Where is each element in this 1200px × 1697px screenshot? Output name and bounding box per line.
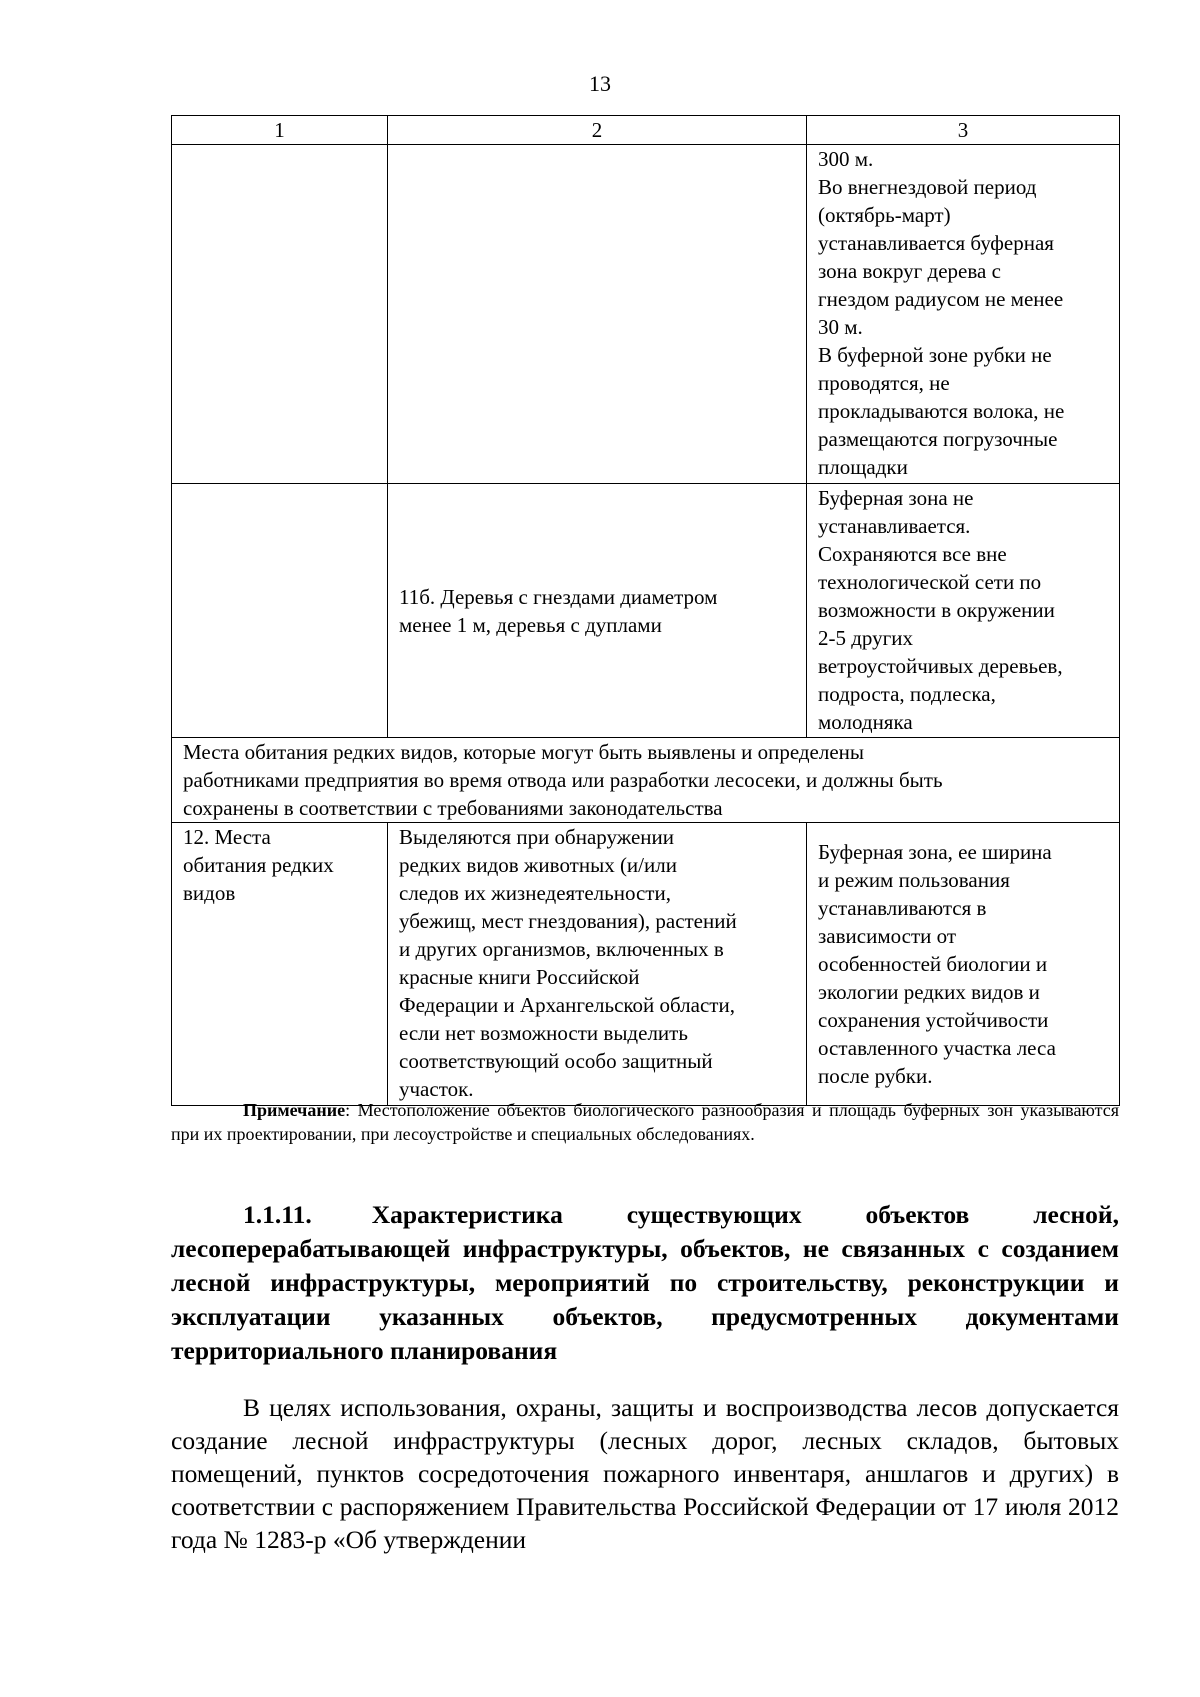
cell-text-line: и других организмов, включенных в [399,937,724,961]
cell-text-line: после рубки. [818,1064,933,1088]
cell-text-line: В буферной зоне рубки не [818,343,1052,367]
cell-text-line: технологической сети по [818,570,1042,594]
cell-text-line: Во внегнездовой период [818,175,1037,199]
row4-col1-cell [172,823,388,1106]
column-header-3: 3 [807,116,1120,145]
cell-text-line: ветроустойчивых деревьев, [818,654,1063,678]
cell-text-line: гнездом радиусом не менее [818,287,1064,311]
cell-text-line: 11б. Деревья с гнездами диаметром [399,584,718,609]
cell-text-line: Места обитания редких видов, которые могут быть выявлены и определены [183,740,865,764]
cell-text-line: работниками предприятия во время отвода или разработки лесосеки, и должны быть [183,768,943,792]
cell-text-line: менее 1 м, деревья с дуплами [399,612,662,637]
table-row [172,484,1120,738]
row1-col3-cell [807,145,1120,484]
cell-text-line: размещаются погрузочные [818,427,1058,451]
cell-text-line: и режим пользования [818,868,1010,892]
cell-text-line: зона вокруг дерева с [818,259,1001,283]
cell-text-line: Буферная зона, ее ширина [818,840,1052,864]
cell-text-line: устанавливается буферная [818,231,1054,255]
section-heading [171,1198,1119,1368]
cell-text-line: устанавливаются в [818,896,987,920]
cell-text-line: экологии редких видов и [818,980,1040,1004]
cell-text-line: видов [183,881,236,905]
biodiversity-table [171,115,1120,1106]
cell-text-line: оставленного участка леса [818,1036,1056,1060]
cell-text-line: 2-5 других [818,626,914,650]
table-note [171,1098,1119,1146]
cell-text-line: Федерации и Архангельской области, [399,993,735,1017]
cell-text-line: если нет возможности выделить [399,1021,688,1045]
cell-text-line: проводятся, не [818,371,950,395]
body-paragraph [171,1391,1119,1556]
page-number: 13 [589,71,611,96]
section-header-row [172,738,1120,823]
rare-species-section-cell [172,738,1120,823]
cell-text-line: Выделяются при обнаружении [399,825,675,849]
cell-text-line: 30 м. [818,315,863,339]
cell-text-line: площадки [818,455,908,479]
section-number: 1.1.11. [243,1200,312,1229]
cell-text-line: сохранены в соответствии с требованиями законодательства [183,796,723,820]
row2-col1-cell [172,484,388,738]
cell-text-line: редких видов животных (и/или [399,853,677,877]
row1-col2-cell [388,145,807,484]
paragraph-text: В целях использования, охраны, защиты и воспроизводства лесов допускается создание лесной инфраструктуры (лесных дорог, лесных складов, бытовых помещений, пунктов сосредоточения пожарного инвентаря, аншлагов и других) в соответствии с распоряжением Правительства Российской Федерации от 17 июля 2012 года № 1283-р «Об утверждении [171,1393,1119,1554]
column-header-2: 2 [388,116,807,145]
cell-text-line: прокладываются волока, не [818,399,1065,423]
cell-text-line: зависимости от [818,924,957,948]
row2-col2-cell [388,484,807,738]
cell-text-line: обитания редких [183,853,334,877]
row1-col1-cell [172,145,388,484]
table-row [172,145,1120,484]
row4-col3-cell [807,823,1120,1106]
cell-text-line: следов их жизнедеятельности, [399,881,671,905]
cell-text-line: Буферная зона не [818,486,974,510]
column-header-1: 1 [172,116,388,145]
cell-text-line: убежищ, мест гнездования), растений [399,909,737,933]
table-row [172,823,1120,1106]
row2-col3-cell [807,484,1120,738]
row4-col2-cell [388,823,807,1106]
cell-text-line: 300 м. [818,147,874,171]
cell-text-line: сохранения устойчивости [818,1008,1049,1032]
cell-text-line: соответствующий особо защитный [399,1049,713,1073]
cell-text-line: устанавливается. [818,514,971,538]
cell-text-line: Сохраняются все вне [818,542,1007,566]
cell-text-line: (октябрь-март) [818,203,951,227]
note-text: : Местоположение объектов биологического разнообразия и площадь буферных зон указываются при их проектировании, при лесоустройстве и специальных обследованиях. [171,1100,1119,1144]
cell-text-line: особенностей биологии и [818,952,1048,976]
cell-text-line: участок. [399,1077,474,1101]
cell-text-line: возможности в окружении [818,598,1055,622]
table-header-row [172,116,1120,145]
note-label: Примечание [243,1100,346,1120]
cell-text-line: 12. Места [183,825,271,849]
cell-text-line: молодняка [818,710,913,734]
cell-text-line: подроста, подлеска, [818,682,996,706]
cell-text-line: красные книги Российской [399,965,640,989]
section-title: Характеристика существующих объектов лесной, лесоперерабатывающей инфраструктуры, объектов, не связанных с созданием лесной инфраструктуры, мероприятий по строительству, реконструкции и эксплуатации указанных объектов, предусмотренных документами территориального планирования [171,1200,1119,1365]
